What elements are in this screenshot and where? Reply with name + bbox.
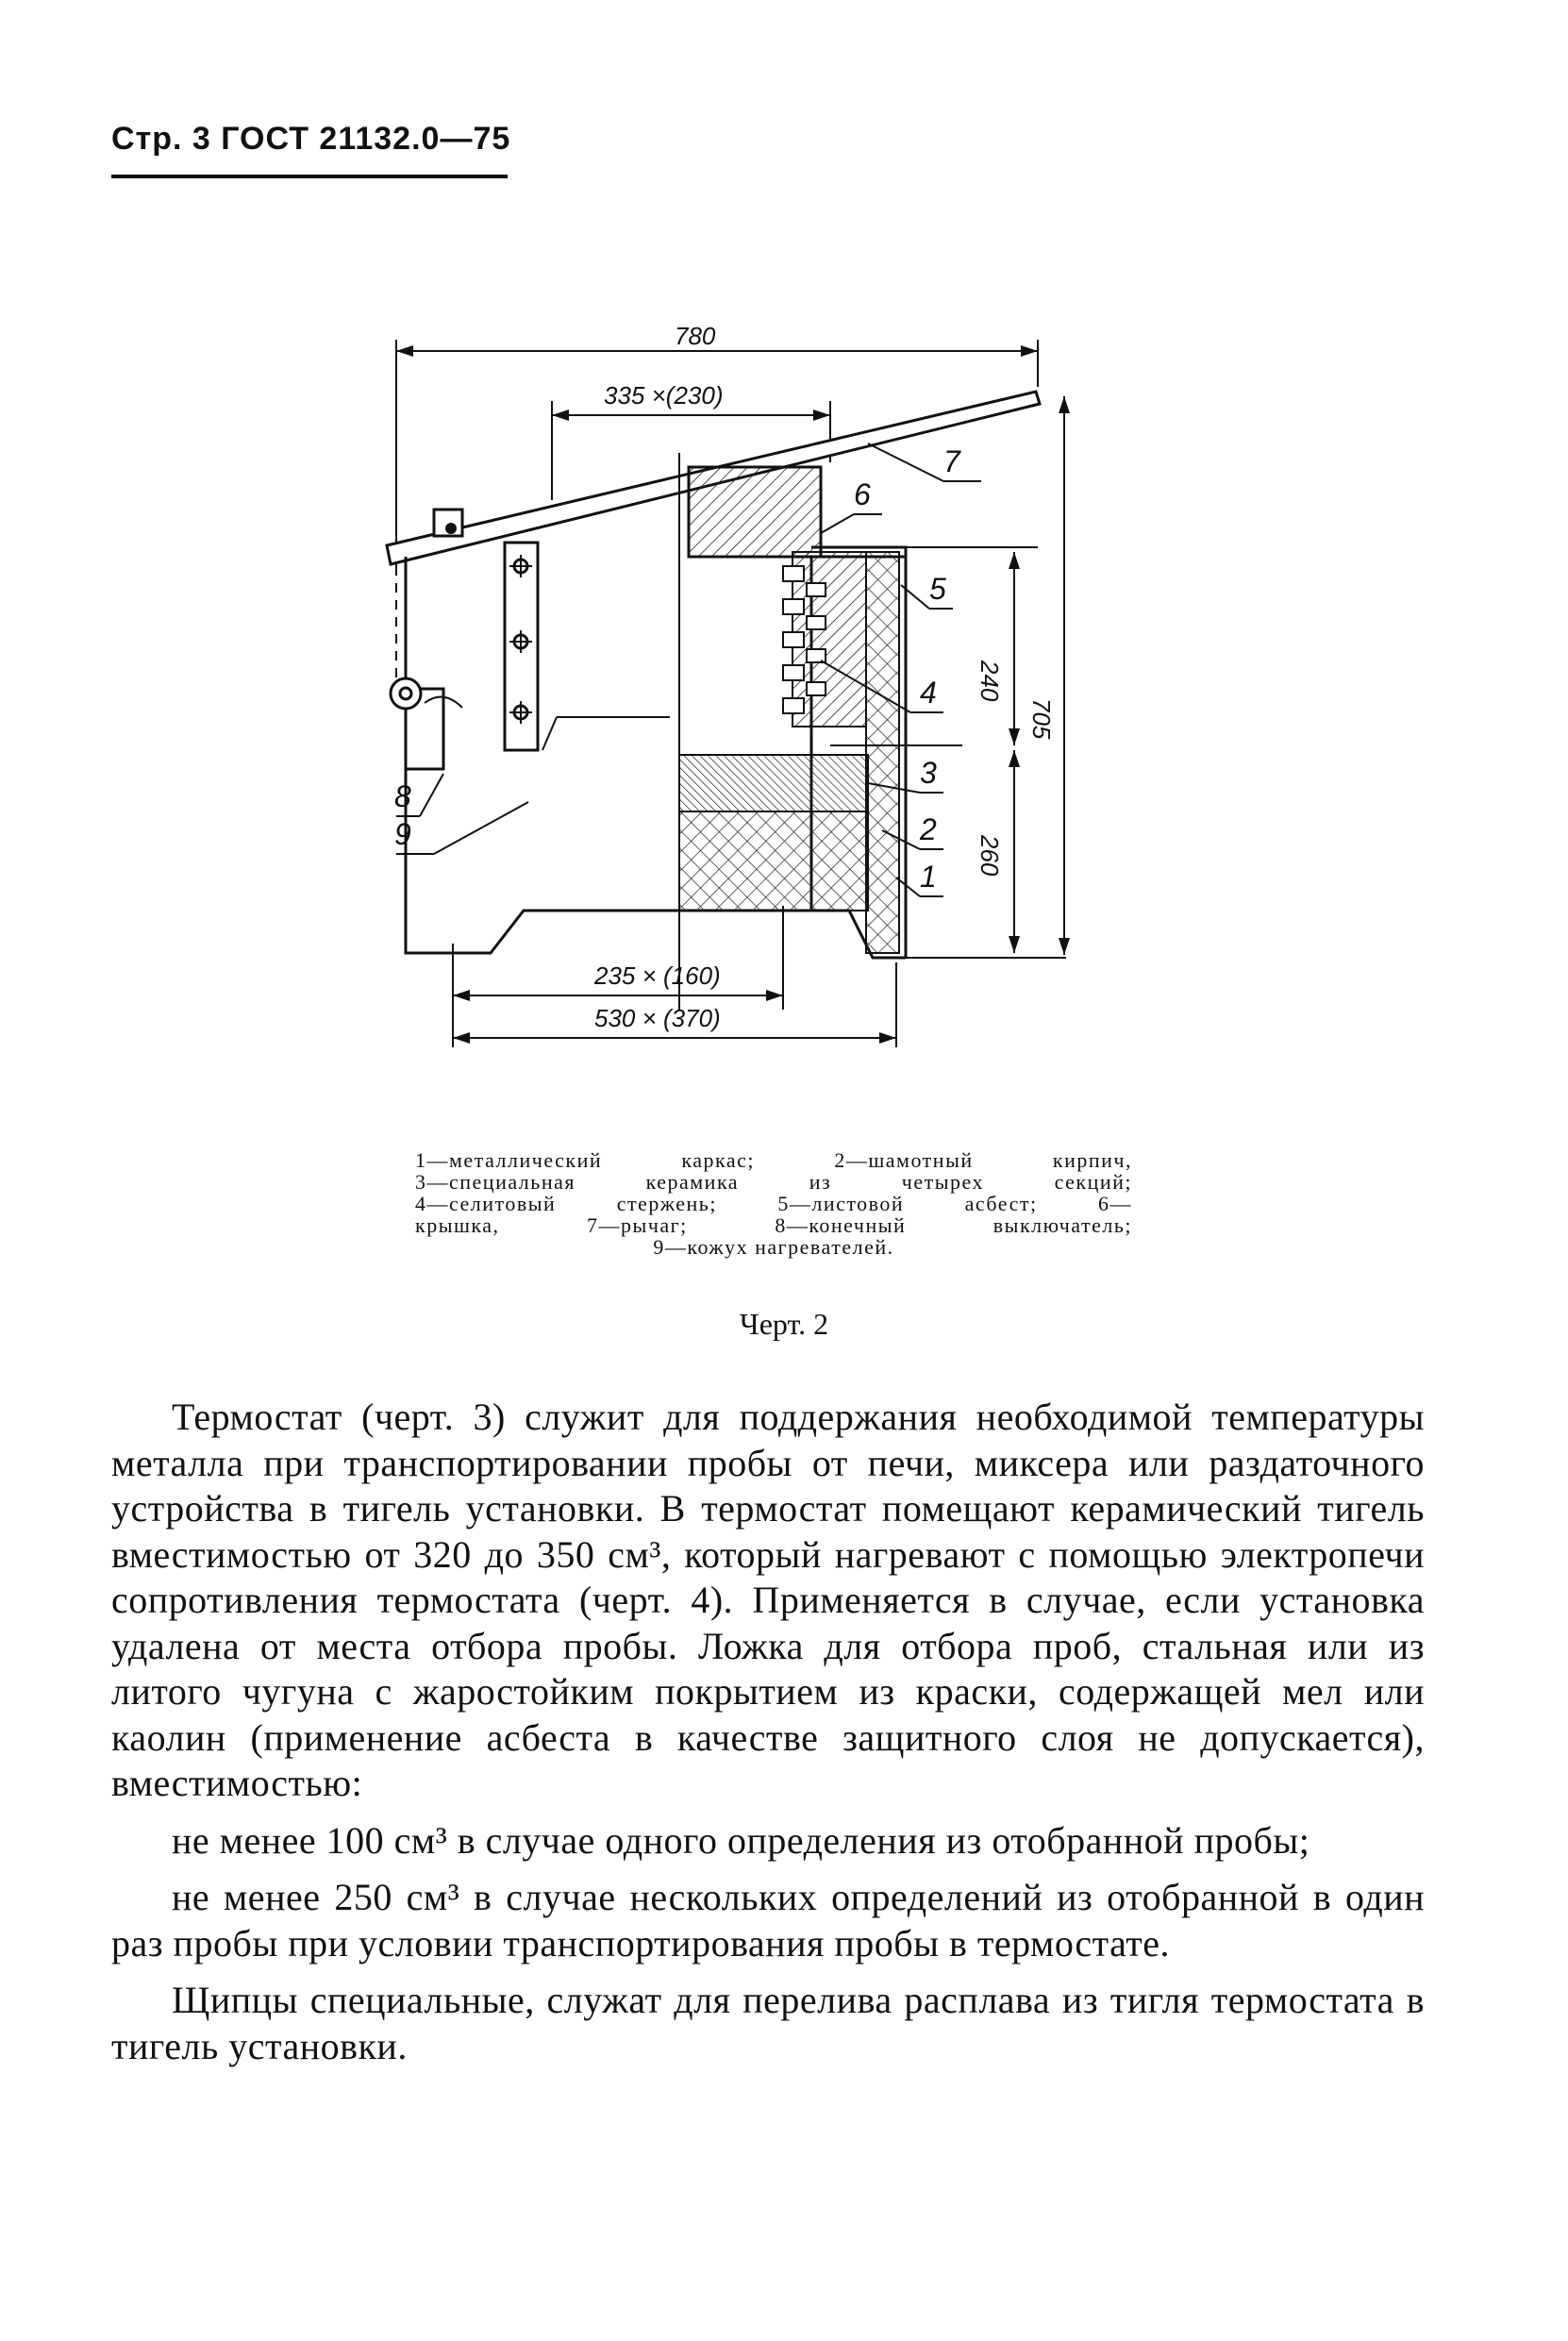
callout-2: 2: [920, 812, 937, 846]
dim-780-label: 780: [675, 322, 716, 350]
paragraph-tongs: Щипцы специальные, служат для перелива расплава из тигля термостата в тигель установки.: [111, 1979, 1425, 2067]
callout-1: 1: [920, 860, 937, 894]
dim-240-label: 240: [976, 660, 1004, 702]
dim-530-label: 530 × (370): [594, 1004, 721, 1032]
dim-235-label: 235 × (160): [594, 961, 721, 990]
dimension-lower-height: [1009, 750, 1020, 953]
caption-line: 1—металлический каркас; 2—шамотный кирпич,: [415, 1148, 1132, 1172]
dimension-total-height: [1059, 396, 1070, 955]
dimension-upper-height: [1009, 552, 1020, 745]
dim-335-label: 335 ×(230): [604, 381, 724, 410]
page-header: Стр. 3 ГОСТ 21132.0—75: [111, 121, 511, 157]
caption-line: 4—селитовый стержень; 5—листовой асбест; 6—: [415, 1192, 1132, 1215]
caption-line: 9—кожух нагревателей.: [653, 1235, 894, 1259]
dimension-bottom-outer: [453, 1032, 896, 1044]
chamotte-brick-2: [679, 755, 868, 811]
callout-6: 6: [854, 477, 871, 511]
body-text: [111, 1395, 1425, 2069]
chamotte-brick-2b: [679, 811, 868, 911]
caption-line: 3—специальная керамика из четырех секций;: [415, 1170, 1132, 1194]
asbestos-sheet-5: [866, 552, 899, 953]
callout-5: 5: [929, 572, 946, 606]
figure-label: Черт. 2: [739, 1307, 829, 1341]
callout-4: 4: [920, 676, 937, 710]
heater-cover-9: [505, 543, 670, 750]
limit-switch-8: [391, 678, 462, 769]
callout-7: 7: [943, 444, 960, 478]
callout-9: 9: [394, 817, 411, 851]
paragraph-thermostat: Термостат (черт. 3) служит для поддержания необходимой температуры металла при транспортировании пробы от печи, миксера или раздаточного устройства в тигель установки. В термостат помещают керамический тигель вместимостью от 320 до 350 см³, который нагревают с помощью электропечи сопротивления термостата (черт. 4). Применяется в случае, если установка удалена от места отбора пробы. Ложка для отбора проб, стальная или из литого чугуна с жаростойким покрытием из краски, содержащей мел или каолин (применение асбеста в качестве защитного слоя не допускается), вместимостью:: [111, 1396, 1425, 1804]
dim-260-label: 260: [976, 835, 1004, 877]
callout-3: 3: [920, 756, 937, 790]
lid-6: [689, 467, 821, 557]
dim-705-label: 705: [1027, 698, 1056, 740]
paragraph-ladle-250: не менее 250 см³ в случае нескольких определений из отобранной в один раз пробы при условии транспортирования пробы в термостате.: [111, 1876, 1425, 1965]
furnace-technical-drawing: [0, 0, 1568, 1132]
callout-8: 8: [394, 779, 411, 813]
caption-line: крышка, 7—рычаг; 8—конечный выключатель;: [415, 1213, 1132, 1237]
figure-caption: [415, 1149, 1132, 1258]
dimension-bottom-inner: [453, 990, 783, 1001]
paragraph-ladle-100: не менее 100 см³ в случае одного определения из отобранной пробы;: [172, 1818, 1310, 1862]
